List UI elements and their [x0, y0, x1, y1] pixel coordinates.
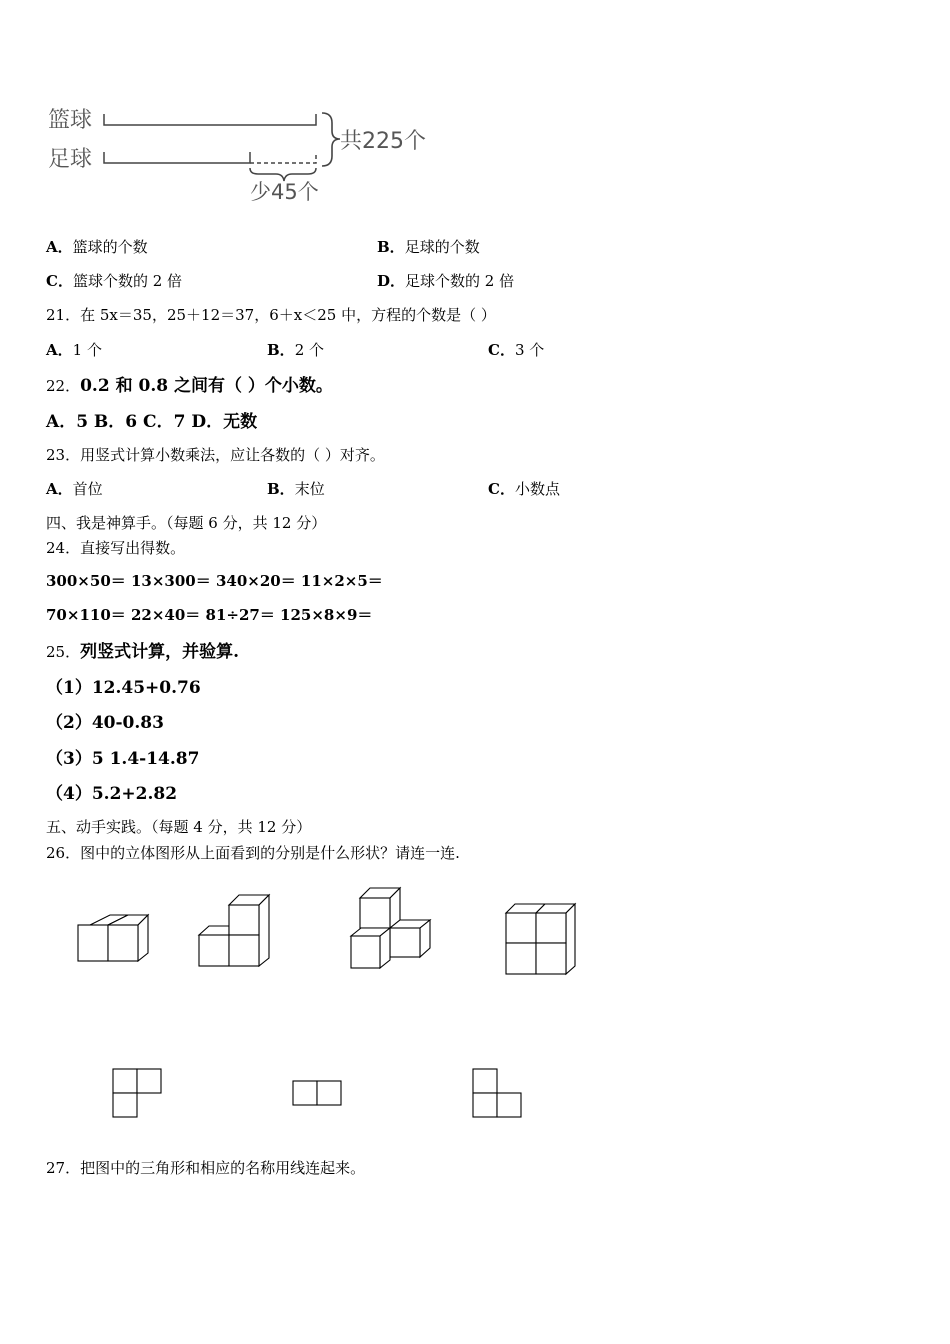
q21-stem: 21．在 5x＝35，25＋12＝37，6＋x＜25 中，方程的个数是（ ） — [46, 306, 496, 324]
q27-stem: 27．把图中的三角形和相应的名称用线连起来。 — [46, 1159, 366, 1177]
option-letter: C． — [488, 480, 515, 498]
q20-option-d — [377, 270, 514, 291]
top-view-3 — [465, 1060, 530, 1125]
football-bar — [104, 152, 250, 163]
option-text: 小数点 — [514, 480, 560, 498]
basketball-label: 篮球 — [48, 108, 93, 133]
q23-option-a — [46, 478, 103, 499]
total-brace — [322, 113, 340, 166]
q21-option-b — [267, 339, 324, 360]
option-letter: C． — [488, 341, 515, 359]
option-text: 2 个 — [294, 341, 324, 359]
q23-option-c — [488, 478, 560, 499]
question-number: 22． — [46, 377, 81, 395]
option-letter: B． — [267, 480, 295, 498]
q24-row-1: 300×50＝ 13×300＝ 340×20＝ 11×2×5＝ — [46, 572, 383, 590]
bar-diagram — [0, 0, 950, 220]
q25-item-3: （3）5 1.4-14.87 — [46, 749, 200, 769]
q25-item-2: （2）40-0.83 — [46, 713, 164, 733]
solid-figure-4 — [495, 895, 585, 980]
q26-stem: 26．图中的立体图形从上面看到的分别是什么形状？请连一连. — [46, 844, 460, 862]
option-letter: A． — [46, 238, 73, 256]
solid-figure-1 — [70, 905, 160, 970]
q25-item-4: （4）5.2+2.82 — [46, 784, 178, 804]
option-letter: B． — [377, 238, 405, 256]
section-4-title: 四、我是神算手。（每题 6 分，共 12 分） — [46, 514, 327, 532]
q20-option-a — [46, 236, 148, 257]
option-letter: B． — [267, 341, 295, 359]
q25-item-1: （1）12.45+0.76 — [46, 678, 201, 698]
option-text: 首位 — [72, 480, 103, 498]
basketball-bar — [104, 114, 316, 125]
option-letter: C． — [46, 272, 73, 290]
top-view-1 — [105, 1060, 170, 1125]
q21-option-a — [46, 339, 102, 360]
option-text: 1 个 — [72, 341, 102, 359]
option-letter: A． — [46, 341, 73, 359]
option-letter: A． — [46, 480, 73, 498]
q22-stem — [46, 371, 333, 396]
section-5-title: 五、动手实践。（每题 4 分，共 12 分） — [46, 818, 312, 836]
q21-option-c — [488, 339, 544, 360]
question-number: 25． — [46, 643, 81, 661]
top-view-2 — [285, 1072, 350, 1112]
q25-stem — [46, 637, 239, 662]
q23-stem: 23．用竖式计算小数乘法，应让各数的（ ）对齐。 — [46, 446, 385, 464]
solid-figure-2 — [190, 890, 280, 975]
q24-row-2: 70×110＝ 22×40＝ 81÷27＝ 125×8×9＝ — [46, 606, 373, 624]
q24-stem: 24．直接写出得数。 — [46, 539, 186, 557]
option-text: 篮球的个数 — [72, 238, 148, 256]
option-text: 篮球个数的 2 倍 — [72, 272, 183, 290]
option-text: 足球的个数 — [404, 238, 480, 256]
total-label: 共225个 — [340, 129, 426, 154]
option-text: 3 个 — [514, 341, 545, 359]
q22-options: A．5 B．6 C．7 D．无数 — [46, 412, 258, 432]
football-missing-segment — [250, 152, 316, 163]
option-letter: D． — [377, 272, 406, 290]
q20-option-b — [377, 236, 480, 257]
question-text: 列竖式计算，并验算. — [80, 642, 240, 662]
question-text: 0.2 和 0.8 之间有（ ）个小数。 — [80, 376, 333, 396]
solid-figure-3 — [340, 880, 440, 975]
q20-option-c — [46, 270, 182, 291]
difference-label: 少45个 — [250, 180, 319, 204]
option-text: 足球个数的 2 倍 — [405, 272, 515, 290]
football-label: 足球 — [48, 147, 93, 172]
q23-option-b — [267, 478, 325, 499]
option-text: 末位 — [294, 480, 325, 498]
